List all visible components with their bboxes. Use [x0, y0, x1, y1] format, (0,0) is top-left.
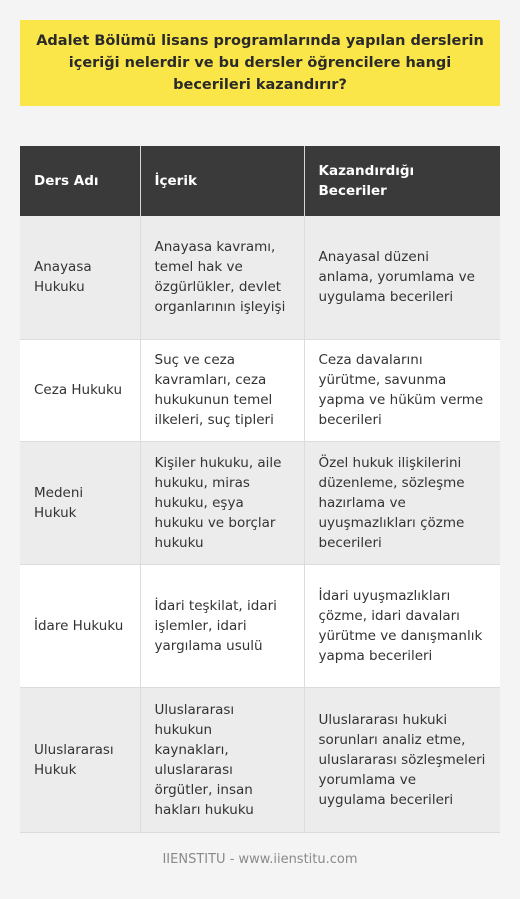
content-cell: Suç ve ceza kavramları, ceza hukukunun temel ilkeleri, suç tipleri: [140, 339, 304, 441]
content-cell: Anayasa kavramı, temel hak ve özgürlükler, devlet organlarının işleyişi: [140, 216, 304, 339]
content-cell: İdari teşkilat, idari işlemler, idari yargılama usulü: [140, 564, 304, 687]
course-name-cell: Medeni Hukuk: [20, 441, 140, 564]
skills-cell: Uluslararası hukuki sorunları analiz etme, uluslararası sözleşmeleri yorumlama ve uygulama becerileri: [304, 687, 500, 832]
table-row: [20, 687, 500, 832]
course-name-cell: İdare Hukuku: [20, 564, 140, 687]
content-cell: Kişiler hukuku, aile hukuku, miras hukuku, eşya hukuku ve borçlar hukuku: [140, 441, 304, 564]
footer-source: IIENSTITU - www.iienstitu.com: [162, 852, 358, 867]
table-row: [20, 441, 500, 564]
skills-cell: Ceza davalarını yürütme, savunma yapma ve hüküm verme becerileri: [304, 339, 500, 441]
content-cell: Uluslararası hukukun kaynakları, uluslararası örgütler, insan hakları hukuku: [140, 687, 304, 832]
courses-table: [20, 146, 500, 833]
skills-cell: Anayasal düzeni anlama, yorumlama ve uygulama becerileri: [304, 216, 500, 339]
course-name-cell: Anayasa Hukuku: [20, 216, 140, 339]
header-skills: Kazandırdığı Beceriler: [304, 146, 500, 216]
page-title-text: Adalet Bölümü lisans programlarında yapılan derslerin içeriği nelerdir ve bu dersler öğrencilere hangi becerileri kazandırır?: [36, 33, 484, 93]
course-name-cell: Ceza Hukuku: [20, 339, 140, 441]
skills-cell: İdari uyuşmazlıkları çözme, idari davaları yürütme ve danışmanlık yapma becerileri: [304, 564, 500, 687]
table-row: [20, 216, 500, 339]
course-name-cell: Uluslararası Hukuk: [20, 687, 140, 832]
header-course-name: Ders Adı: [20, 146, 140, 216]
table-row: [20, 339, 500, 441]
table-header-row: [20, 146, 500, 216]
header-content: İçerik: [140, 146, 304, 216]
table-row: [20, 564, 500, 687]
skills-cell: Özel hukuk ilişkilerini düzenleme, sözleşme hazırlama ve uyuşmazlıkları çözme becerileri: [304, 441, 500, 564]
page-title: [20, 20, 500, 106]
